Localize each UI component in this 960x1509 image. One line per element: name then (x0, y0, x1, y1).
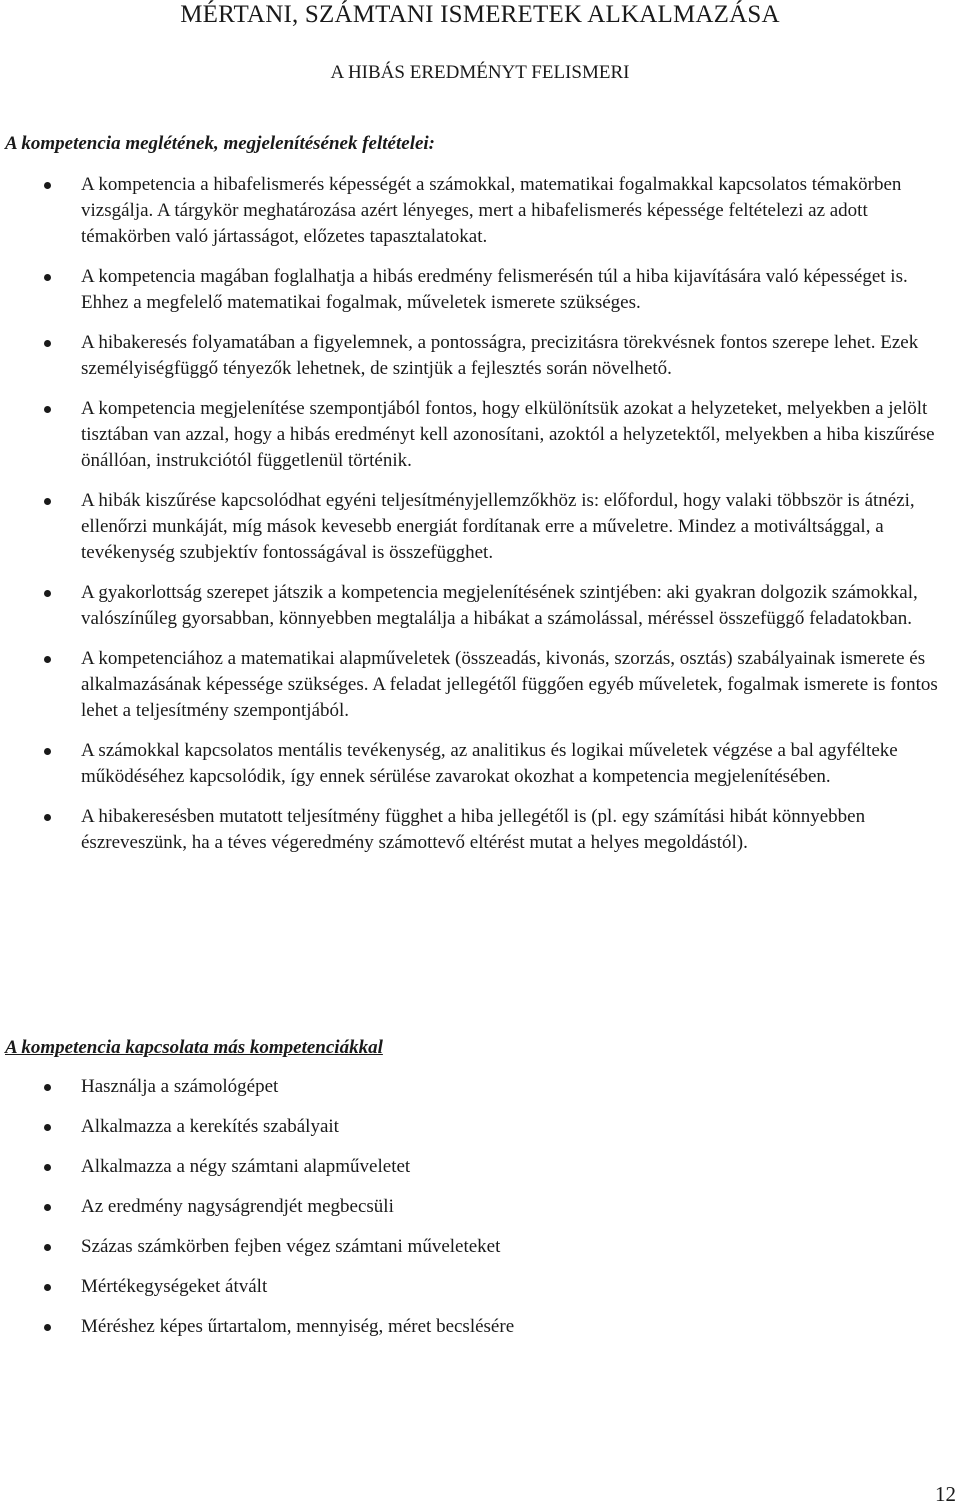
section-heading-related: A kompetencia kapcsolata más kompetenciákkal (5, 1037, 383, 1058)
bullet-icon (44, 748, 51, 755)
list-item (0, 1154, 960, 1180)
bullet-icon (44, 1084, 51, 1091)
page-title: MÉRTANI, SZÁMTANI ISMERETEK ALKALMAZÁSA (180, 1, 780, 28)
list-item (0, 1194, 960, 1220)
list-item-text: Az eredmény nagyságrendjét megbecsüli (81, 1196, 394, 1217)
list-item-text: Alkalmazza a kerekítés szabályait (81, 1116, 339, 1137)
list-item-text: A számokkal kapcsolatos mentális tevékenység, az analitikus és logikai műveletek végzése a bal agyfélteke működéséhez kapcsolódik, így ennek sérülése zavarokat okozhat a kompetencia megjelenítésében. (81, 740, 898, 787)
list-item-text: A hibakeresés folyamatában a figyelemnek, a pontosságra, precizitásra törekvésnek fontos szerepe lehet. Ezek személyiségfüggő tényezők lehetnek, de szintjük a fejlesztés során növelhető. (81, 332, 919, 379)
list-item (0, 330, 960, 382)
list-item-text: A hibakeresésben mutatott teljesítmény függhet a hiba jellegétől is (pl. egy számítási hibát könnyebben észreveszünk, ha a téves végeredmény számottevő eltérést mutat a helyes megoldástól). (81, 806, 866, 853)
section-heading-conditions: A kompetencia meglétének, megjelenítésének feltételei: (5, 133, 436, 154)
bullet-icon (44, 1324, 51, 1331)
page-number: 12 (935, 1482, 956, 1506)
bullet-icon (44, 656, 51, 663)
list-item (0, 804, 960, 856)
list-item (0, 396, 960, 474)
bullet-icon (44, 590, 51, 597)
list-item-text: Használja a számológépet (81, 1076, 279, 1097)
related-competencies-list (0, 1074, 960, 1354)
list-item (0, 172, 960, 250)
bullet-icon (44, 340, 51, 347)
list-item-text: Méréshez képes űrtartalom, mennyiség, méret becslésére (81, 1316, 515, 1337)
bullet-icon (44, 1124, 51, 1131)
bullet-icon (44, 814, 51, 821)
bullet-icon (44, 1284, 51, 1291)
list-item-text: A kompetencia a hibafelismerés képességét a számokkal, matematikai fogalmakkal kapcsolatos témakörben vizsgálja. A tárgykör meghatározása azért lényeges, mert a hibafelismerés képessége feltételezi az adott témakörben való jártasságot, előzetes tapasztalatokat. (81, 174, 902, 247)
list-item-text: Százas számkörben fejben végez számtani műveleteket (81, 1236, 501, 1257)
list-item (0, 580, 960, 632)
list-item-text: A hibák kiszűrése kapcsolódhat egyéni teljesítményjellemzőkhöz is: előfordul, hogy valaki többször is átnézi, ellenőrzi munkáját, míg mások kevesebb energiát fordítanak erre a műveletre. Mindez a motiváltsággal, a tevékenység szubjektív fontosságával is összefügghet. (81, 490, 915, 563)
list-item (0, 488, 960, 566)
list-item-text: A kompetenciához a matematikai alapműveletek (összeadás, kivonás, szorzás, osztás) szabályainak ismerete és alkalmazásának képessége szükséges. A feladat jellegétől függően egyéb műveletek, fogalmak ismerete is fontos lehet a teljesítmény szempontjából. (81, 648, 938, 721)
bullet-icon (44, 182, 51, 189)
list-item (0, 646, 960, 724)
page-subtitle: A HIBÁS EREDMÉNYT FELISMERI (330, 62, 630, 83)
list-item (0, 264, 960, 316)
list-item (0, 1234, 960, 1260)
bullet-icon (44, 1204, 51, 1211)
bullet-icon (44, 274, 51, 281)
list-item (0, 1114, 960, 1140)
list-item (0, 738, 960, 790)
list-item-text: A kompetencia megjelenítése szempontjából fontos, hogy elkülönítsük azokat a helyzeteket, melyekben a jelölt tisztában van azzal, hogy a hibás eredményt kell azonosítani, azoktól a helyzetektől, melyekben a hiba kiszűrése önállóan, instrukciótól függetlenül történik. (81, 398, 935, 471)
bullet-icon (44, 406, 51, 413)
bullet-icon (44, 1164, 51, 1171)
list-item-text: Alkalmazza a négy számtani alapműveletet (81, 1156, 411, 1177)
conditions-list (0, 172, 960, 870)
list-item-text: A gyakorlottság szerepet játszik a kompetencia megjelenítésének szintjében: aki gyakran dolgozik számokkal, valószínűleg gyorsabban, könnyebben megtalálja a hibákat a számolással, méréssel összefüggő feladatokban. (81, 582, 918, 629)
list-item-text: Mértékegységeket átvált (81, 1276, 268, 1297)
list-item (0, 1274, 960, 1300)
list-item-text: A kompetencia magában foglalhatja a hibás eredmény felismerésén túl a hiba kijavítására való képességet is. Ehhez a megfelelő matematikai fogalmak, műveletek ismerete szükséges. (81, 266, 908, 313)
bullet-icon (44, 498, 51, 505)
list-item (0, 1314, 960, 1340)
list-item (0, 1074, 960, 1100)
bullet-icon (44, 1244, 51, 1251)
